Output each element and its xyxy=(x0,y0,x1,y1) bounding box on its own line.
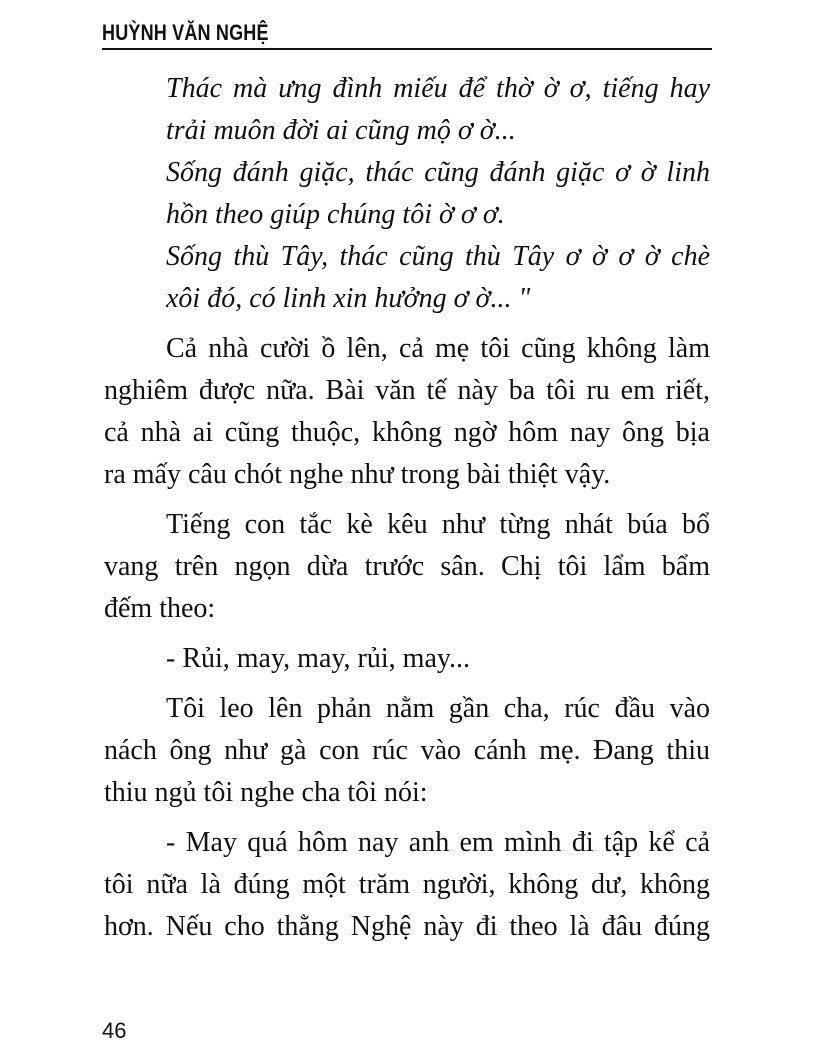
paragraph-line: thiu ngủ tôi nghe cha tôi nói: xyxy=(104,777,428,808)
poem-block xyxy=(104,68,710,320)
poem-line: Sống thù Tây, thác cũng thù Tây ơ ờ ơ ờ chè xyxy=(166,241,710,272)
poem-line: Sống đánh giặc, thác cũng đánh giặc ơ ờ linh xyxy=(166,157,710,188)
paragraph-line: nách ông như gà con rúc vào cánh mẹ. Đang thiu xyxy=(104,735,710,766)
paragraph-line: cả nhà ai cũng thuộc, không ngờ hôm nay ông bịa xyxy=(104,417,710,448)
paragraph xyxy=(104,688,710,814)
poem-line: trải muôn đời ai cũng mộ ơ ờ... xyxy=(166,115,516,146)
paragraph-line: - Rủi, may, may, rủi, may... xyxy=(166,643,471,674)
paragraph-line: đếm theo: xyxy=(104,593,216,624)
poem-line: hồn theo giúp chúng tôi ờ ơ ơ. xyxy=(166,199,505,230)
paragraph xyxy=(104,504,710,630)
page-number: 46 xyxy=(102,1018,127,1043)
paragraph xyxy=(104,638,710,680)
paragraph-line: Tôi leo lên phản nằm gần cha, rúc đầu vào xyxy=(166,693,710,724)
poem-line: xôi đó, có linh xin hưởng ơ ờ... " xyxy=(166,283,531,314)
paragraph-line: - May quá hôm nay anh em mình đi tập kể cả xyxy=(166,827,710,858)
paragraph xyxy=(104,822,710,948)
paragraph-line: ra mấy câu chót nghe như trong bài thiệt vậy. xyxy=(104,459,611,490)
paragraph-line: Cả nhà cười ồ lên, cả mẹ tôi cũng không làm xyxy=(166,333,710,364)
paragraph-line: hơn. Nếu cho thằng Nghệ này đi theo là đâu đúng xyxy=(104,911,710,942)
paragraph-line: vang trên ngọn dừa trước sân. Chị tôi lẩm bẩm xyxy=(104,551,710,582)
page-body xyxy=(104,68,710,948)
paragraph xyxy=(104,328,710,496)
paragraph-line: nghiêm được nữa. Bài văn tế này ba tôi ru em riết, xyxy=(104,375,710,406)
paragraph-line: Tiếng con tắc kè kêu như từng nhát búa bổ xyxy=(166,509,710,540)
poem-line: Thác mà ưng đình miếu để thờ ờ ơ, tiếng hay xyxy=(166,73,710,104)
paragraph-line: tôi nữa là đúng một trăm người, không dư, không xyxy=(104,869,710,900)
header-author-name: HUỲNH VĂN NGHỆ xyxy=(102,20,269,45)
running-header xyxy=(102,18,712,50)
